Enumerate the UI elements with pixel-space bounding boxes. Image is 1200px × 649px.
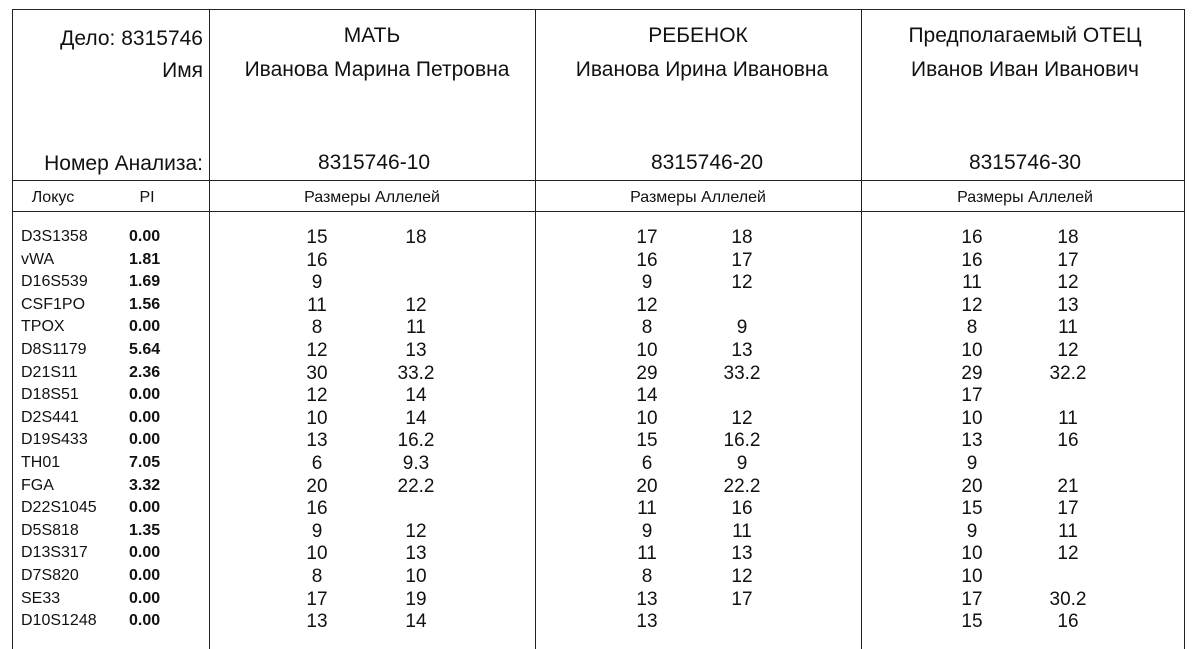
locus-name: SE33 bbox=[21, 589, 61, 607]
mother-allele-2: 22.2 bbox=[397, 475, 435, 497]
pi-header: PI bbox=[139, 189, 155, 206]
child-allele-2: 16.2 bbox=[723, 430, 761, 452]
father-allele-2: 11 bbox=[1058, 520, 1078, 542]
father-allele-1: 10 bbox=[961, 566, 983, 587]
father-allele-2: 17 bbox=[1057, 249, 1079, 271]
pi-value: 0.00 bbox=[129, 567, 161, 584]
child-allele-1: 16 bbox=[636, 249, 658, 271]
child-allele-2: 9 bbox=[736, 453, 748, 474]
child-allele-2: 11 bbox=[732, 520, 752, 542]
father-allele-1: 11 bbox=[962, 272, 982, 294]
child-role: РЕБЕНОК bbox=[648, 24, 748, 47]
analysis-number-label: Номер Анализа: bbox=[44, 152, 203, 175]
father-allele-2: 13 bbox=[1057, 294, 1079, 316]
pi-value: 1.81 bbox=[129, 250, 161, 268]
child-allele-1: 17 bbox=[636, 227, 658, 248]
father-allele-1: 15 bbox=[961, 498, 983, 520]
mother-allele-1: 17 bbox=[306, 588, 328, 610]
child-allele-1: 10 bbox=[636, 340, 658, 361]
pi-value: 0.00 bbox=[129, 228, 161, 245]
column-divider-2 bbox=[535, 9, 536, 649]
locus-name: vWA bbox=[21, 250, 55, 268]
locus-name: D2S441 bbox=[21, 408, 79, 426]
child-allele-2: 9 bbox=[736, 317, 748, 339]
mother-allele-2: 14 bbox=[405, 407, 427, 429]
father-allele-1: 10 bbox=[961, 340, 983, 361]
subheader-divider bbox=[12, 211, 1185, 212]
name-label: Имя bbox=[162, 59, 203, 82]
mother-allele-1: 9 bbox=[311, 520, 323, 542]
mother-allele-1: 16 bbox=[306, 249, 328, 271]
pi-value: 2.36 bbox=[129, 363, 161, 381]
case-number-value: 8315746 bbox=[121, 27, 203, 50]
mother-allele-1: 6 bbox=[311, 453, 323, 474]
child-allele-1: 10 bbox=[636, 407, 658, 429]
child-allele-1: 20 bbox=[636, 475, 658, 497]
mother-allele-1: 9 bbox=[311, 272, 323, 294]
child-allele-1: 9 bbox=[641, 272, 653, 294]
pi-value: 0.00 bbox=[129, 408, 161, 426]
child-allele-1: 6 bbox=[641, 453, 653, 474]
case-label: Дело: bbox=[60, 27, 116, 50]
father-allele-2: 32.2 bbox=[1049, 362, 1087, 384]
child-name: Иванова Ирина Ивановна bbox=[575, 58, 829, 81]
father-name: Иванов Иван Иванович bbox=[911, 58, 1139, 81]
father-allele-2: 30.2 bbox=[1049, 588, 1087, 610]
child-allele-1: 15 bbox=[636, 430, 658, 452]
child-allele-1: 11 bbox=[637, 498, 657, 520]
header-divider bbox=[12, 180, 1185, 181]
child-allele-1: 8 bbox=[641, 317, 653, 339]
father-allele-1: 17 bbox=[961, 588, 983, 610]
locus-name: D8S1179 bbox=[21, 341, 87, 358]
mother-allele-2: 13 bbox=[405, 543, 427, 565]
column-divider-1 bbox=[209, 9, 210, 649]
child-allele-2: 17 bbox=[731, 249, 753, 271]
pi-value: 1.69 bbox=[129, 273, 161, 291]
mother-allele-1: 13 bbox=[306, 430, 328, 452]
father-allele-2: 17 bbox=[1057, 498, 1079, 520]
child-allele-2: 18 bbox=[731, 227, 753, 248]
father-allele-1: 9 bbox=[966, 453, 978, 474]
mother-allele-1: 8 bbox=[311, 317, 323, 339]
father-allele-1: 17 bbox=[961, 385, 983, 407]
mother-allele-2: 33.2 bbox=[397, 362, 435, 384]
child-alleles-header: Размеры Аллелей bbox=[630, 189, 766, 206]
child-allele-2: 12 bbox=[731, 566, 753, 587]
child-allele-2: 13 bbox=[731, 340, 753, 361]
father-allele-1: 9 bbox=[966, 520, 978, 542]
locus-name: D22S1045 bbox=[21, 499, 97, 517]
mother-allele-1: 12 bbox=[306, 385, 328, 407]
mother-allele-2: 11 bbox=[406, 317, 426, 339]
locus-name: D3S1358 bbox=[21, 228, 88, 245]
child-allele-2: 16 bbox=[731, 498, 753, 520]
mother-allele-1: 30 bbox=[306, 362, 328, 384]
mother-allele-1: 10 bbox=[306, 407, 328, 429]
pi-value: 0.00 bbox=[129, 431, 161, 449]
child-allele-1: 12 bbox=[636, 294, 658, 316]
locus-name: FGA bbox=[21, 476, 54, 494]
mother-allele-1: 15 bbox=[306, 227, 328, 248]
mother-allele-2: 19 bbox=[405, 588, 427, 610]
father-allele-1: 16 bbox=[961, 249, 983, 271]
locus-name: D18S51 bbox=[21, 386, 79, 404]
locus-name: D5S818 bbox=[21, 521, 79, 539]
father-allele-1: 13 bbox=[961, 430, 983, 452]
child-allele-2: 12 bbox=[731, 272, 753, 294]
mother-analysis-number: 8315746-10 bbox=[317, 151, 431, 174]
father-allele-2: 16 bbox=[1057, 430, 1079, 452]
child-allele-2: 13 bbox=[731, 543, 753, 565]
father-analysis-number: 8315746-30 bbox=[968, 151, 1082, 174]
father-allele-1: 16 bbox=[961, 227, 983, 248]
child-allele-1: 8 bbox=[641, 566, 653, 587]
mother-allele-2: 14 bbox=[405, 611, 427, 633]
pi-value: 7.05 bbox=[129, 454, 161, 471]
mother-alleles-header: Размеры Аллелей bbox=[304, 189, 440, 206]
mother-name: Иванова Марина Петровна bbox=[244, 58, 510, 81]
father-allele-2: 21 bbox=[1057, 475, 1079, 497]
locus-name: TH01 bbox=[21, 454, 61, 471]
father-allele-2: 11 bbox=[1058, 407, 1078, 429]
mother-allele-1: 20 bbox=[306, 475, 328, 497]
father-alleles-header: Размеры Аллелей bbox=[957, 189, 1093, 206]
father-role: Предполагаемый ОТЕЦ bbox=[908, 24, 1142, 47]
father-allele-1: 8 bbox=[966, 317, 978, 339]
father-allele-1: 20 bbox=[961, 475, 983, 497]
pi-value: 1.35 bbox=[129, 521, 161, 539]
locus-name: D19S433 bbox=[21, 431, 88, 449]
pi-value: 0.00 bbox=[129, 612, 161, 630]
pi-value: 3.32 bbox=[129, 476, 161, 494]
mother-allele-1: 11 bbox=[307, 294, 327, 316]
pi-value: 0.00 bbox=[129, 318, 161, 336]
child-allele-2: 17 bbox=[731, 588, 753, 610]
mother-allele-2: 18 bbox=[405, 227, 427, 248]
child-allele-1: 13 bbox=[636, 611, 658, 633]
locus-name: TPOX bbox=[21, 318, 65, 336]
father-allele-1: 12 bbox=[961, 294, 983, 316]
father-allele-2: 18 bbox=[1057, 227, 1079, 248]
mother-allele-2: 12 bbox=[405, 294, 427, 316]
pi-value: 0.00 bbox=[129, 589, 161, 607]
child-allele-2: 22.2 bbox=[723, 475, 761, 497]
father-allele-2: 11 bbox=[1058, 317, 1078, 339]
mother-allele-2: 9.3 bbox=[402, 453, 430, 474]
child-allele-1: 11 bbox=[637, 543, 657, 565]
mother-allele-2: 13 bbox=[405, 340, 427, 361]
father-allele-2: 12 bbox=[1057, 272, 1079, 294]
father-allele-1: 10 bbox=[961, 407, 983, 429]
case-number bbox=[60, 27, 203, 51]
child-allele-1: 14 bbox=[636, 385, 658, 407]
report-table-frame bbox=[12, 9, 1185, 649]
child-allele-2: 12 bbox=[731, 407, 753, 429]
locus-name: D13S317 bbox=[21, 544, 88, 562]
pi-value: 0.00 bbox=[129, 499, 161, 517]
mother-allele-2: 14 bbox=[405, 385, 427, 407]
father-allele-2: 12 bbox=[1057, 340, 1079, 361]
column-divider-3 bbox=[861, 9, 862, 649]
child-allele-2: 33.2 bbox=[723, 362, 761, 384]
father-allele-2: 16 bbox=[1057, 611, 1079, 633]
mother-allele-1: 10 bbox=[306, 543, 328, 565]
locus-header: Локус bbox=[31, 189, 75, 206]
mother-allele-1: 16 bbox=[306, 498, 328, 520]
pi-value: 5.64 bbox=[129, 341, 161, 358]
father-allele-1: 10 bbox=[961, 543, 983, 565]
child-allele-1: 29 bbox=[636, 362, 658, 384]
mother-allele-2: 12 bbox=[405, 520, 427, 542]
locus-name: D16S539 bbox=[21, 273, 88, 291]
father-allele-1: 29 bbox=[961, 362, 983, 384]
child-allele-1: 13 bbox=[636, 588, 658, 610]
locus-name: D7S820 bbox=[21, 567, 79, 584]
pi-value: 0.00 bbox=[129, 544, 161, 562]
pi-value: 0.00 bbox=[129, 386, 161, 404]
locus-name: D10S1248 bbox=[21, 612, 97, 630]
mother-allele-1: 8 bbox=[311, 566, 323, 587]
father-allele-2: 12 bbox=[1057, 543, 1079, 565]
child-allele-1: 9 bbox=[641, 520, 653, 542]
mother-allele-2: 16.2 bbox=[397, 430, 435, 452]
locus-name: CSF1PO bbox=[21, 295, 86, 313]
locus-name: D21S11 bbox=[21, 363, 78, 381]
pi-value: 1.56 bbox=[129, 295, 161, 313]
mother-role: МАТЬ bbox=[343, 24, 401, 47]
child-analysis-number: 8315746-20 bbox=[650, 151, 764, 174]
mother-allele-1: 12 bbox=[306, 340, 328, 361]
mother-allele-2: 10 bbox=[405, 566, 427, 587]
father-allele-1: 15 bbox=[961, 611, 983, 633]
mother-allele-1: 13 bbox=[306, 611, 328, 633]
